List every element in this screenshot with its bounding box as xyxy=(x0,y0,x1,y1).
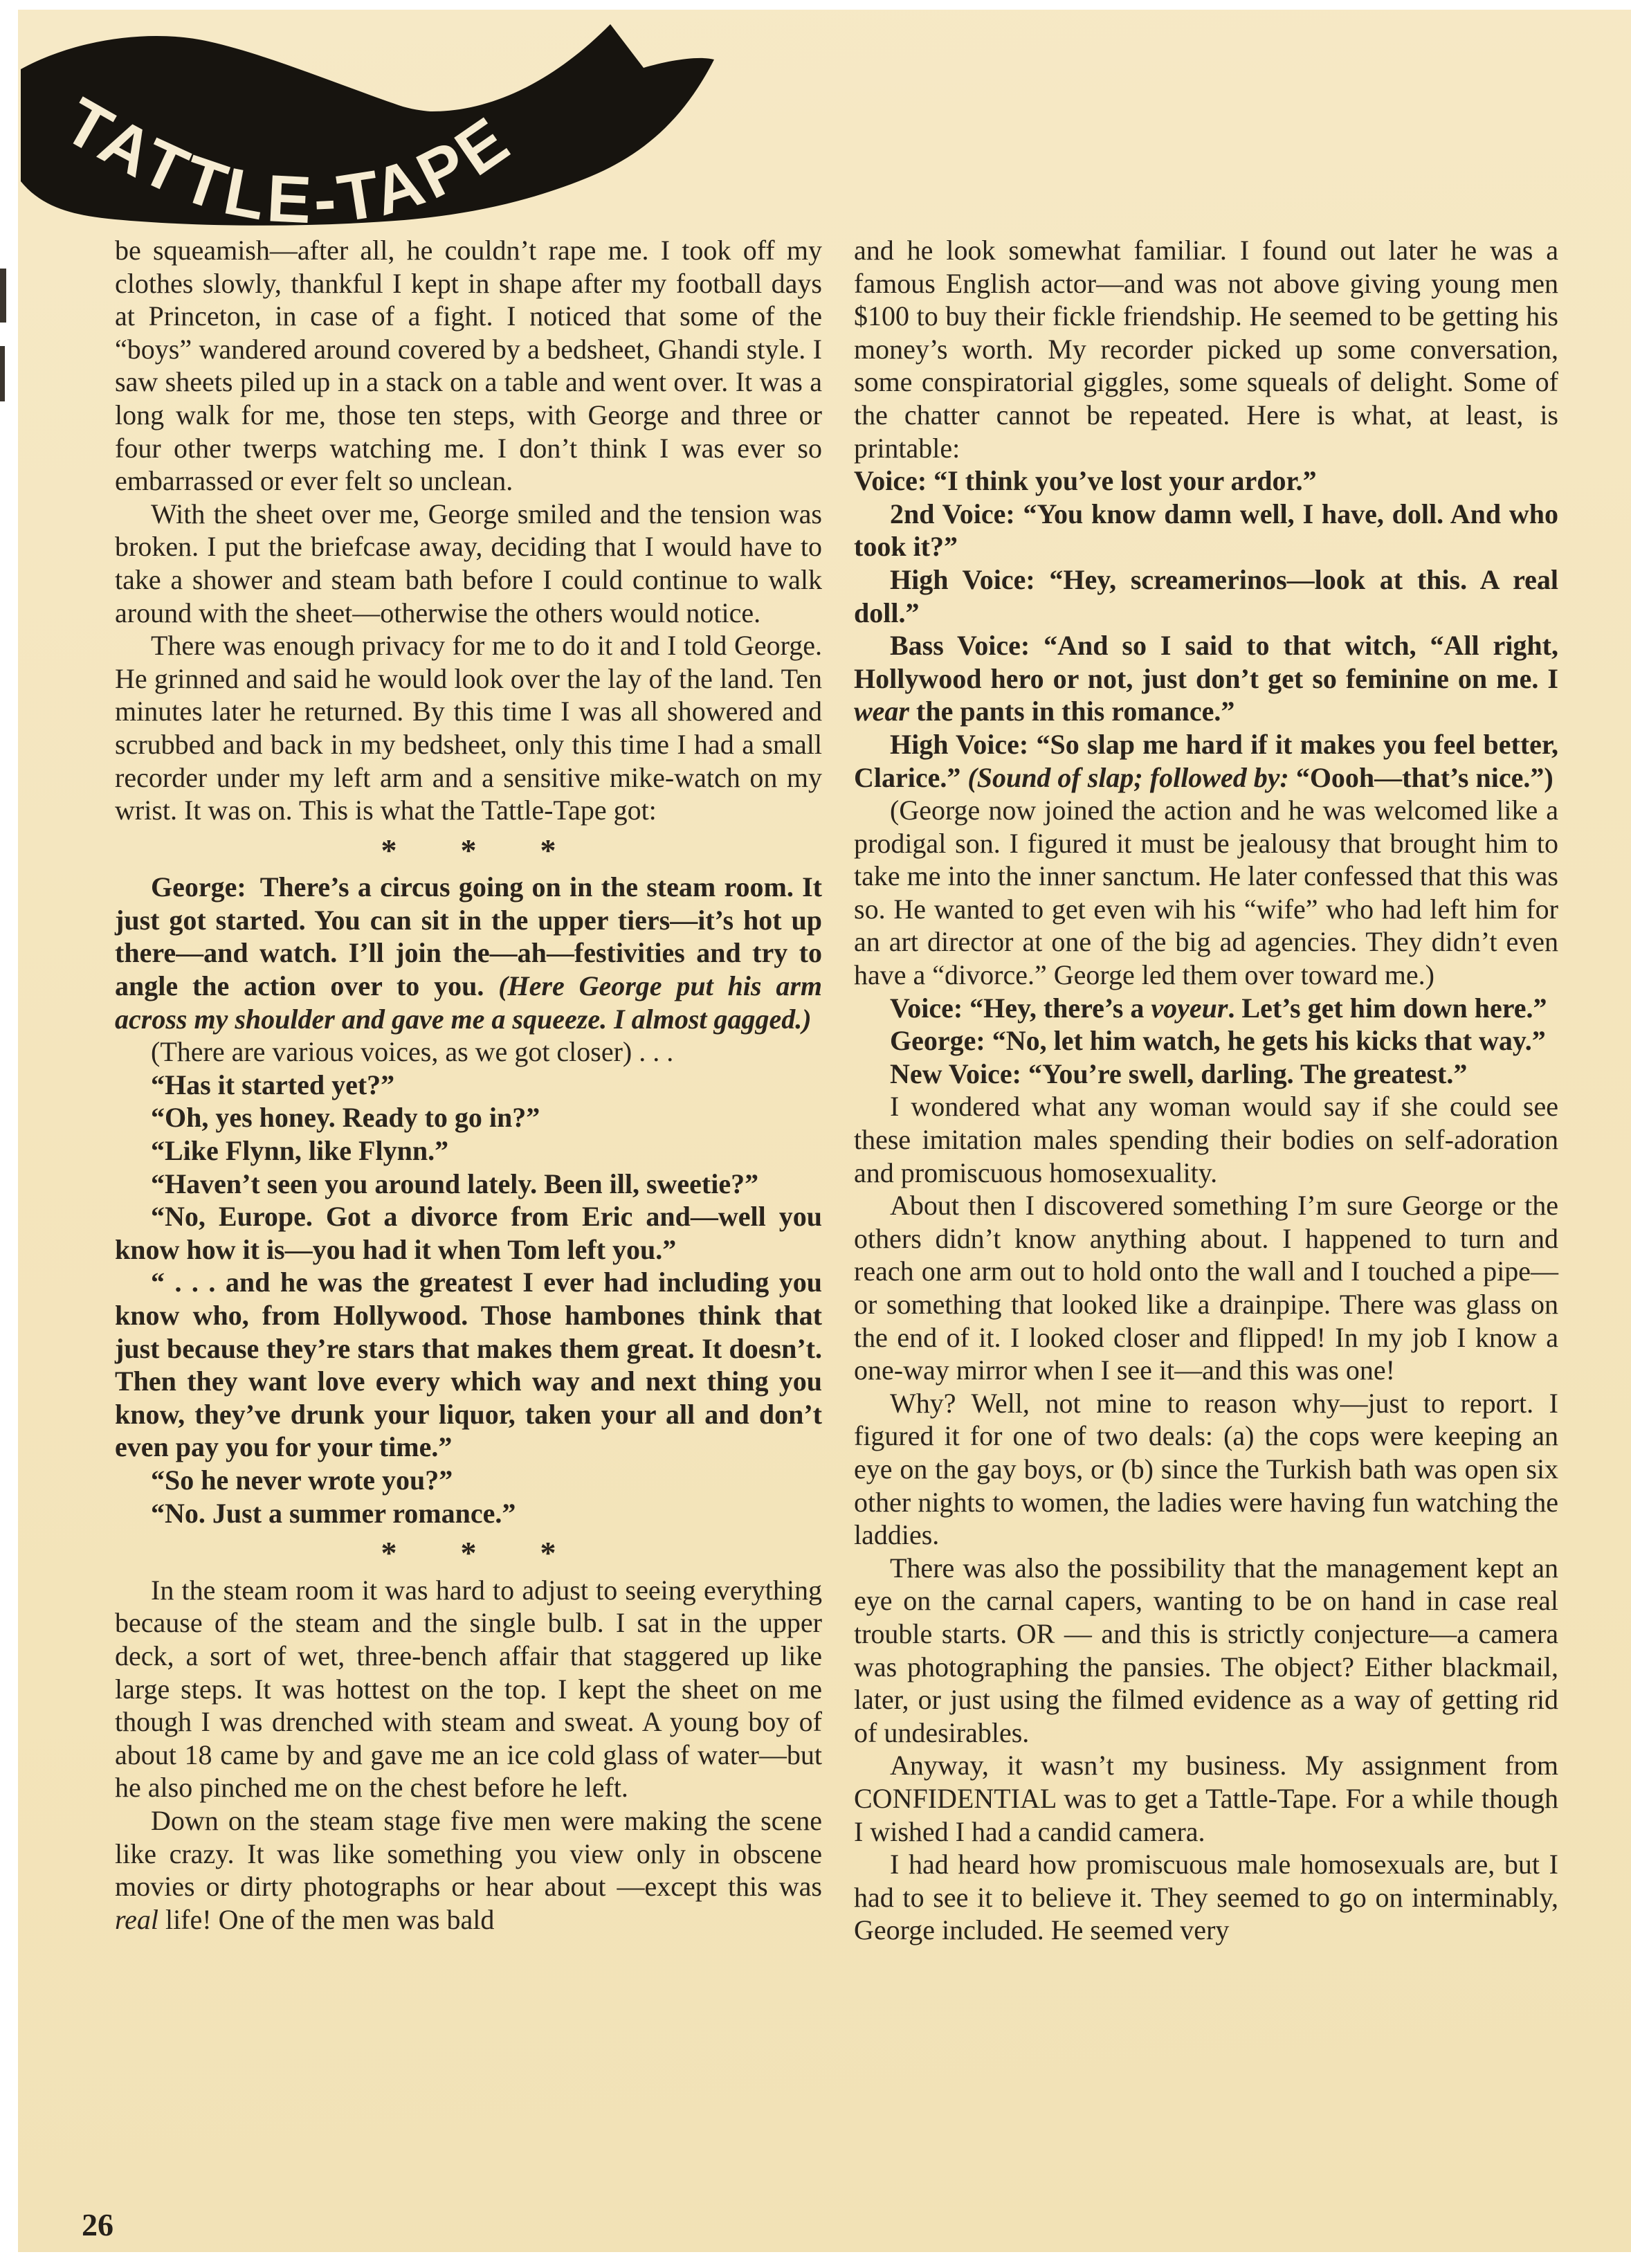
text-run: There was also the possibility that the management kept an eye on the carnal capers, wanting to be on hand in case real trouble starts. OR — and this is strictly conjecture—a camera was photographing the pansies. The object? Either blackmail, later, or just using the filmed evidence as a way of getting rid of undesirables. xyxy=(854,1552,1558,1748)
paragraph xyxy=(115,1035,822,1069)
text-run: “ . . . and he was the greatest I ever had including you know who, from Hollywood. Those hambones think that just because they’re stars that makes them great. It doesn’t. Then they want love every which way and next thing you know, they’ve drunk your liquor, taken your all and don’t even pay you for your time.” xyxy=(115,1267,822,1463)
paragraph xyxy=(115,1101,822,1134)
paragraph xyxy=(115,1168,822,1201)
paragraph xyxy=(115,1804,822,1936)
text-run: “Haven’t seen you around lately. Been ill, sweetie?” xyxy=(151,1168,759,1199)
top-red-bar xyxy=(609,111,1631,147)
text-run: Down on the steam stage five men were making the scene like crazy. It was like something you view only in obscene movies or dirty photographs or hear about —except this was xyxy=(115,1804,822,1903)
scan-edge-mark xyxy=(0,269,6,323)
paragraph xyxy=(115,1497,822,1530)
text-run: Voice: “Hey, there’s a xyxy=(890,992,1151,1024)
paragraph xyxy=(115,1069,822,1102)
section-separator xyxy=(115,1530,822,1574)
paragraph xyxy=(115,234,822,498)
text-run: (Here George put his arm across my shoulder and gave me a squeeze. I almost gagged.) xyxy=(115,970,823,1035)
text-run: Bass Voice: “And so I said to that witch, “All right, Hollywood hero or not, just don’t get so feminine on me. I xyxy=(854,630,1558,694)
paragraph xyxy=(115,498,822,629)
text-run: In the steam room it was hard to adjust to seeing everything because of the steam and the single bulb. I sat in the upper deck, a sort of wet, three-bench affair that staggered up like large steps. It was hottest on the top. I kept the sheet on me though I was drenched with steam and sweat. A young boy of about 18 came by and gave me an ice cold glass of water—but he also pinched me on the chest before he left. xyxy=(115,1574,822,1804)
page-number: 26 xyxy=(82,2207,113,2242)
text-run: (Sound of slap; followed by: xyxy=(967,761,1289,793)
text-run: Why? Well, not mine to reason why—just to report. I figured it for one of two deals: (a) the cops were keeping an eye on the gay boys, or (b) since the Turkish bath was open six other nights to women, the ladies were having fun watching the laddies. xyxy=(854,1387,1558,1551)
banner-title: TATTLE-TAPE xyxy=(52,84,525,235)
text-run: “Oooh—that’s nice.”) xyxy=(1288,761,1553,793)
scan-edge-mark xyxy=(0,346,5,401)
paragraph xyxy=(854,1552,1558,1750)
bottom-red-bar xyxy=(84,2166,1631,2199)
text-run: High Voice: “So slap me hard if it makes you feel better, Clarice.” xyxy=(854,728,1558,793)
text-run: “Has it started yet?” xyxy=(151,1069,395,1100)
paragraph xyxy=(115,1574,822,1804)
paragraph xyxy=(854,992,1558,1025)
paragraph xyxy=(854,1058,1558,1091)
text-run: “Oh, yes honey. Ready to go in?” xyxy=(151,1102,540,1134)
text-run: New Voice: “You’re swell, darling. The greatest.” xyxy=(890,1058,1468,1089)
text-run: “No, Europe. Got a divorce from Eric and—well you know how it is—you had it when Tom left you.” xyxy=(115,1201,822,1265)
text-run: I had heard how promiscuous male homosexuals are, but I had to see it to believe it. They seemed to go on interminably, George included. He seemed very xyxy=(854,1849,1558,1946)
text-run: Voice: “I think you’ve lost your ardor.” xyxy=(854,465,1317,497)
paragraph xyxy=(854,629,1558,728)
text-run: Anyway, it wasn’t my business. My assignment from CONFIDENTIAL was to get a Tattle-Tape. For a while though I wished I had a candid camera. xyxy=(854,1750,1558,1847)
text-run: the pants in this romance.” xyxy=(909,696,1235,727)
text-run: wear xyxy=(854,696,909,727)
left-column xyxy=(115,234,822,1936)
text-run: * * * xyxy=(381,1535,556,1571)
text-run: With the sheet over me, George smiled and the tension was broken. I put the briefcase away, deciding that I would have to take a shower and steam bath before I could continue to walk around with the sheet—otherwise the others would notice. xyxy=(115,498,822,628)
text-run: * * * xyxy=(381,832,556,868)
left-red-bar xyxy=(84,174,118,2199)
text-run: . Let’s get him down here.” xyxy=(1228,992,1547,1024)
right-column xyxy=(854,234,1558,1947)
text-run: “No. Just a summer romance.” xyxy=(151,1497,516,1529)
paragraph xyxy=(854,1749,1558,1848)
text-run: About then I discovered something I’m sure George or the others didn’t know anything about. I happened to turn and reach one arm out to hold onto the wall and I touched a pipe—or something that looked like a drainpipe. There was glass on the end of it. I looked closer and flipped! In my job I know a one-way mirror when I see it—and this was one! xyxy=(854,1190,1558,1386)
text-run: (George now joined the action and he was welcomed like a prodigal son. I figured it must be jealousy that brought him to take me into the inner sanctum. He later confessed that this was so. He wanted to get even wih his “wife” who had left him for an art director at one of the big ad agencies. They didn’t even have a “divorce.” George led them over toward me.) xyxy=(854,795,1558,991)
paragraph xyxy=(115,871,822,1035)
text-run: “Like Flynn, like Flynn.” xyxy=(151,1135,449,1167)
paragraph xyxy=(854,1189,1558,1387)
text-run: life! One of the men was bald xyxy=(158,1903,495,1935)
paragraph xyxy=(115,629,822,827)
paragraph xyxy=(854,234,1558,464)
paragraph xyxy=(115,1134,822,1168)
paragraph xyxy=(854,563,1558,629)
paragraph xyxy=(115,1464,822,1497)
text-run: I wondered what any woman would say if she could see these imitation males spending their bodies on self-adoration and promiscuous homosexuality. xyxy=(854,1091,1558,1188)
text-run: There was enough privacy for me to do it and I told George. He grinned and said he would look over the lay of the land. Ten minutes later he returned. By this time I was all showered and scrubbed and back in my bedsheet, only this time I had a small recorder under my left arm and a sensitive mike-watch on my wrist. It was on. This is what the Tattle-Tape got: xyxy=(115,630,822,826)
text-run: real xyxy=(115,1903,158,1935)
paragraph xyxy=(854,1848,1558,1947)
text-run: (There are various voices, as we got closer) . . . xyxy=(151,1036,674,1068)
text-run: and he look somewhat familiar. I found out later he was a famous English actor—and was not above giving young men $100 to buy their fickle friendship. He seemed to be getting his money’s worth. My recorder picked up some conversation, some conspiratorial giggles, some squeals of delight. Some of the chatter cannot be repeated. Here is what, at least, is printable: xyxy=(854,235,1558,464)
paragraph xyxy=(854,728,1558,794)
paragraph xyxy=(854,794,1558,992)
paragraph xyxy=(854,464,1558,498)
tattle-tape-logo xyxy=(17,21,716,235)
section-separator xyxy=(115,827,822,871)
text-run: “So he never wrote you?” xyxy=(151,1464,453,1496)
paragraph xyxy=(854,1387,1558,1552)
text-run: High Voice: “Hey, screamerinos—look at this. A real doll.” xyxy=(854,563,1558,628)
paragraph xyxy=(854,498,1558,563)
paragraph xyxy=(854,1090,1558,1189)
paragraph xyxy=(115,1200,822,1266)
paragraph xyxy=(115,1266,822,1464)
text-run: 2nd Voice: “You know damn well, I have, doll. And who took it?” xyxy=(854,498,1558,563)
paragraph xyxy=(854,1024,1558,1058)
text-run: voyeur xyxy=(1151,992,1228,1024)
text-run: George: “No, let him watch, he gets his kicks that way.” xyxy=(890,1025,1546,1057)
text-run: George: There’s a circus going on in the steam room. It just got started. You can sit in the upper tiers—it’s hot up there—and watch. I’ll join the—ah—festivities and try to angle the action over to you. xyxy=(115,871,822,1002)
text-run: be squeamish—after all, he couldn’t rape me. I took off my clothes slowly, thankful I kept in shape after my football days at Princeton, in case of a fight. I noticed that some of the “boys” wandered around covered by a bedsheet, Ghandi style. I saw sheets piled up in a stack on a table and went over. It was a long walk for me, those ten steps, with George and three or four other twerps watching me. I don’t think I was ever so embarrassed or ever felt so unclean. xyxy=(115,235,822,497)
